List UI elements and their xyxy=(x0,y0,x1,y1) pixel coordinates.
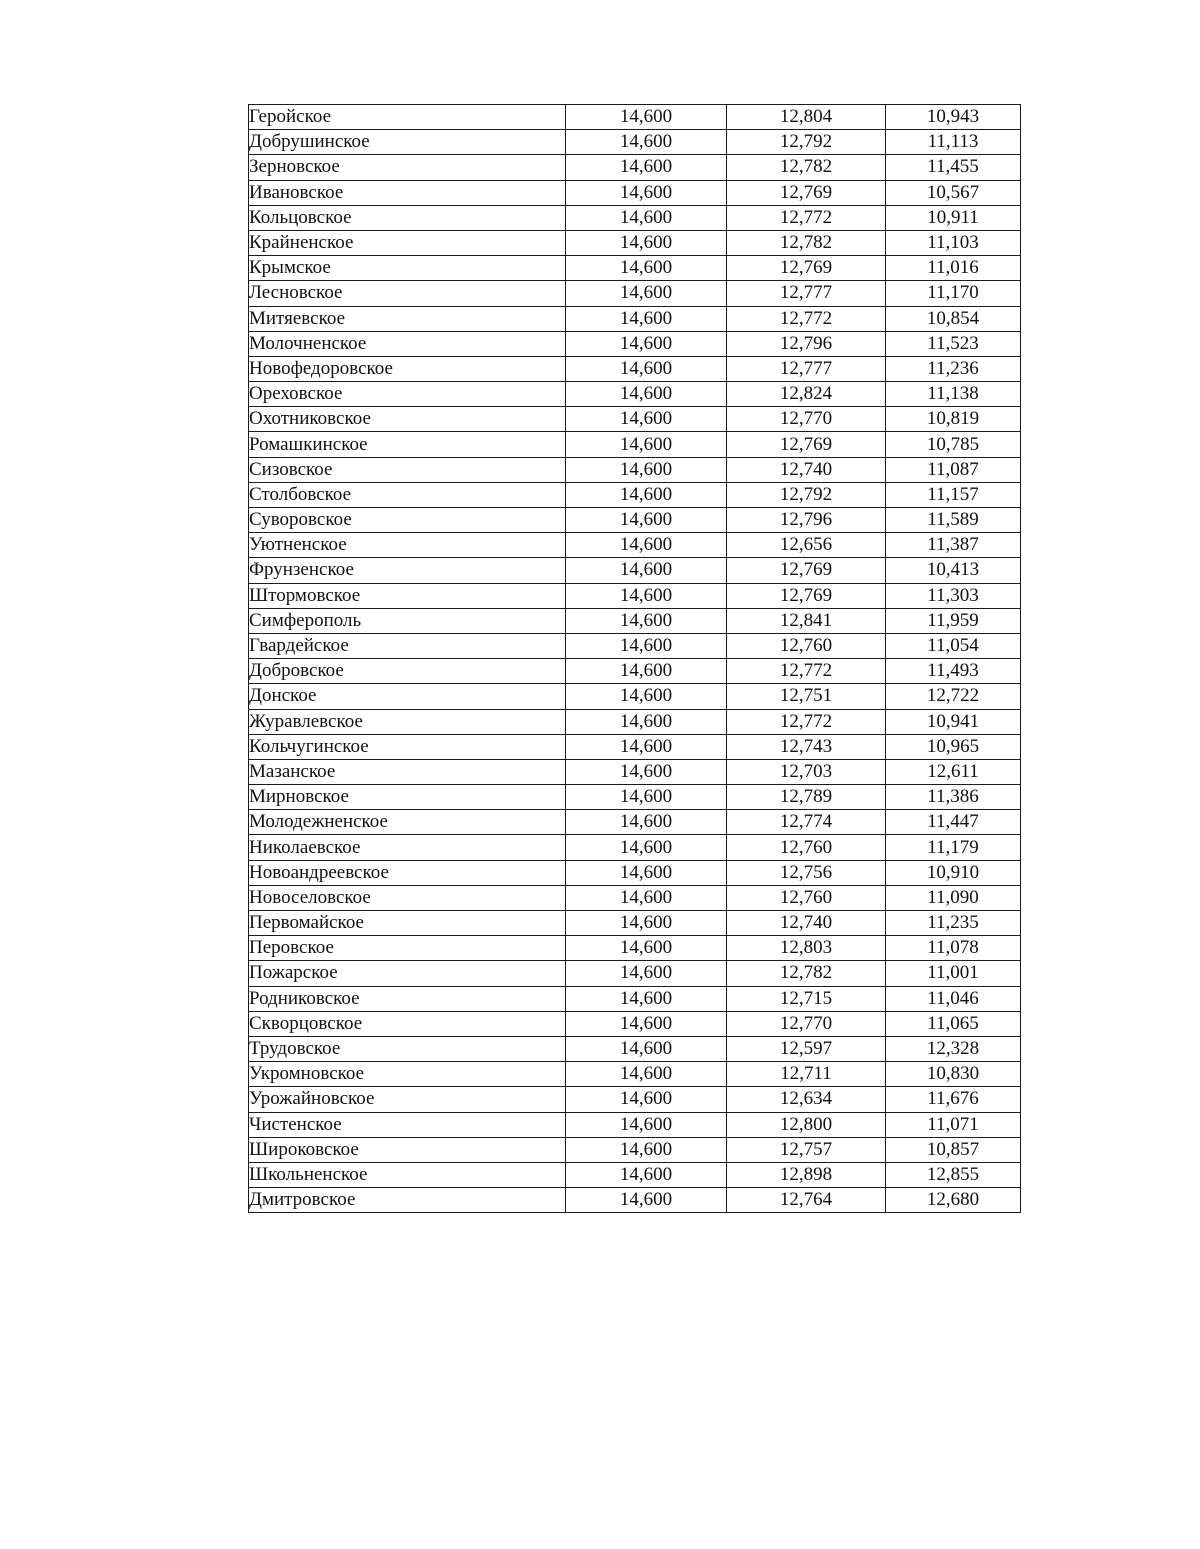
settlement-name-cell: Дмитровское xyxy=(249,1188,566,1213)
table-row xyxy=(249,130,1021,155)
value-cell-1: 14,600 xyxy=(566,860,727,885)
value-cell-3: 11,236 xyxy=(886,356,1021,381)
settlement-name-cell: Школьненское xyxy=(249,1162,566,1187)
table-row xyxy=(249,382,1021,407)
value-cell-1: 14,600 xyxy=(566,961,727,986)
value-cell-2: 12,774 xyxy=(727,810,886,835)
settlement-name-cell: Журавлевское xyxy=(249,709,566,734)
settlement-name-cell: Добровское xyxy=(249,659,566,684)
settlement-name-cell: Урожайновское xyxy=(249,1087,566,1112)
value-cell-2: 12,796 xyxy=(727,508,886,533)
settlement-name-cell: Сизовское xyxy=(249,457,566,482)
value-cell-1: 14,600 xyxy=(566,1062,727,1087)
value-cell-3: 12,611 xyxy=(886,759,1021,784)
value-cell-2: 12,770 xyxy=(727,1011,886,1036)
settlement-name-cell: Фрунзенское xyxy=(249,558,566,583)
value-cell-1: 14,600 xyxy=(566,155,727,180)
value-cell-2: 12,597 xyxy=(727,1036,886,1061)
value-cell-3: 11,523 xyxy=(886,331,1021,356)
value-cell-1: 14,600 xyxy=(566,1036,727,1061)
value-cell-3: 10,567 xyxy=(886,180,1021,205)
settlement-name-cell: Симферополь xyxy=(249,608,566,633)
table-row xyxy=(249,835,1021,860)
value-cell-1: 14,600 xyxy=(566,382,727,407)
value-cell-3: 10,413 xyxy=(886,558,1021,583)
settlement-name-cell: Пожарское xyxy=(249,961,566,986)
value-cell-1: 14,600 xyxy=(566,885,727,910)
table-row xyxy=(249,356,1021,381)
value-cell-2: 12,772 xyxy=(727,709,886,734)
value-cell-2: 12,782 xyxy=(727,961,886,986)
value-cell-3: 10,943 xyxy=(886,105,1021,130)
value-cell-1: 14,600 xyxy=(566,482,727,507)
value-cell-2: 12,769 xyxy=(727,558,886,583)
value-cell-1: 14,600 xyxy=(566,180,727,205)
value-cell-3: 11,387 xyxy=(886,533,1021,558)
value-cell-1: 14,600 xyxy=(566,734,727,759)
table-row xyxy=(249,759,1021,784)
value-cell-1: 14,600 xyxy=(566,684,727,709)
settlement-name-cell: Столбовское xyxy=(249,482,566,507)
table-row xyxy=(249,155,1021,180)
table-row xyxy=(249,457,1021,482)
value-cell-3: 11,001 xyxy=(886,961,1021,986)
table-row xyxy=(249,558,1021,583)
table-row xyxy=(249,608,1021,633)
value-cell-2: 12,743 xyxy=(727,734,886,759)
table-row xyxy=(249,281,1021,306)
value-cell-3: 11,138 xyxy=(886,382,1021,407)
table-row xyxy=(249,256,1021,281)
settlement-name-cell: Уютненское xyxy=(249,533,566,558)
value-cell-1: 14,600 xyxy=(566,759,727,784)
value-cell-3: 11,303 xyxy=(886,583,1021,608)
value-cell-3: 11,170 xyxy=(886,281,1021,306)
table-body xyxy=(249,105,1021,1213)
value-cell-2: 12,715 xyxy=(727,986,886,1011)
value-cell-3: 11,016 xyxy=(886,256,1021,281)
value-cell-1: 14,600 xyxy=(566,608,727,633)
settlement-name-cell: Добрушинское xyxy=(249,130,566,155)
table-row xyxy=(249,684,1021,709)
value-cell-2: 12,796 xyxy=(727,331,886,356)
table-row xyxy=(249,810,1021,835)
value-cell-2: 12,760 xyxy=(727,835,886,860)
table-row xyxy=(249,734,1021,759)
value-cell-1: 14,600 xyxy=(566,407,727,432)
settlement-name-cell: Донское xyxy=(249,684,566,709)
settlement-name-cell: Геройское xyxy=(249,105,566,130)
value-cell-2: 12,792 xyxy=(727,130,886,155)
settlement-name-cell: Штормовское xyxy=(249,583,566,608)
value-cell-3: 11,090 xyxy=(886,885,1021,910)
table-row xyxy=(249,432,1021,457)
settlement-name-cell: Митяевское xyxy=(249,306,566,331)
value-cell-3: 12,328 xyxy=(886,1036,1021,1061)
value-cell-3: 11,157 xyxy=(886,482,1021,507)
settlement-name-cell: Перовское xyxy=(249,936,566,961)
value-cell-3: 11,113 xyxy=(886,130,1021,155)
table-row xyxy=(249,986,1021,1011)
value-cell-1: 14,600 xyxy=(566,281,727,306)
value-cell-2: 12,800 xyxy=(727,1112,886,1137)
value-cell-2: 12,764 xyxy=(727,1188,886,1213)
settlement-name-cell: Крайненское xyxy=(249,230,566,255)
value-cell-3: 10,965 xyxy=(886,734,1021,759)
value-cell-1: 14,600 xyxy=(566,1162,727,1187)
value-cell-3: 10,911 xyxy=(886,205,1021,230)
value-cell-3: 11,103 xyxy=(886,230,1021,255)
table-row xyxy=(249,1062,1021,1087)
table-row xyxy=(249,205,1021,230)
value-cell-1: 14,600 xyxy=(566,558,727,583)
value-cell-3: 10,830 xyxy=(886,1062,1021,1087)
table-row xyxy=(249,482,1021,507)
value-cell-3: 10,910 xyxy=(886,860,1021,885)
value-cell-1: 14,600 xyxy=(566,1188,727,1213)
value-cell-3: 10,854 xyxy=(886,306,1021,331)
value-cell-2: 12,760 xyxy=(727,885,886,910)
value-cell-2: 12,782 xyxy=(727,155,886,180)
value-cell-2: 12,898 xyxy=(727,1162,886,1187)
table-row xyxy=(249,583,1021,608)
settlement-name-cell: Ореховское xyxy=(249,382,566,407)
value-cell-2: 12,711 xyxy=(727,1062,886,1087)
value-cell-1: 14,600 xyxy=(566,1137,727,1162)
value-cell-3: 11,087 xyxy=(886,457,1021,482)
table-row xyxy=(249,1188,1021,1213)
settlement-name-cell: Кольцовское xyxy=(249,205,566,230)
table-row xyxy=(249,306,1021,331)
value-cell-3: 10,785 xyxy=(886,432,1021,457)
table-row xyxy=(249,1087,1021,1112)
value-cell-1: 14,600 xyxy=(566,1087,727,1112)
value-cell-2: 12,740 xyxy=(727,457,886,482)
settlement-name-cell: Зерновское xyxy=(249,155,566,180)
settlement-name-cell: Новофедоровское xyxy=(249,356,566,381)
table-row xyxy=(249,633,1021,658)
table-row xyxy=(249,1112,1021,1137)
value-cell-2: 12,769 xyxy=(727,583,886,608)
value-cell-2: 12,769 xyxy=(727,256,886,281)
table-row xyxy=(249,860,1021,885)
value-cell-2: 12,772 xyxy=(727,659,886,684)
value-cell-3: 12,680 xyxy=(886,1188,1021,1213)
value-cell-1: 14,600 xyxy=(566,659,727,684)
settlement-name-cell: Новоселовское xyxy=(249,885,566,910)
table-row xyxy=(249,533,1021,558)
settlement-name-cell: Молочненское xyxy=(249,331,566,356)
value-cell-2: 12,751 xyxy=(727,684,886,709)
value-cell-1: 14,600 xyxy=(566,785,727,810)
value-cell-1: 14,600 xyxy=(566,633,727,658)
settlement-name-cell: Новоандреевское xyxy=(249,860,566,885)
value-cell-2: 12,777 xyxy=(727,356,886,381)
value-cell-2: 12,770 xyxy=(727,407,886,432)
settlement-name-cell: Широковское xyxy=(249,1137,566,1162)
value-cell-3: 10,819 xyxy=(886,407,1021,432)
table-row xyxy=(249,1036,1021,1061)
value-cell-2: 12,824 xyxy=(727,382,886,407)
table-row xyxy=(249,508,1021,533)
value-cell-3: 11,065 xyxy=(886,1011,1021,1036)
settlement-name-cell: Суворовское xyxy=(249,508,566,533)
value-cell-2: 12,703 xyxy=(727,759,886,784)
value-cell-2: 12,841 xyxy=(727,608,886,633)
table-row xyxy=(249,1011,1021,1036)
table-row xyxy=(249,659,1021,684)
settlement-name-cell: Скворцовское xyxy=(249,1011,566,1036)
value-cell-2: 12,769 xyxy=(727,180,886,205)
value-cell-2: 12,740 xyxy=(727,911,886,936)
value-cell-1: 14,600 xyxy=(566,835,727,860)
value-cell-1: 14,600 xyxy=(566,911,727,936)
table-row xyxy=(249,331,1021,356)
value-cell-1: 14,600 xyxy=(566,986,727,1011)
value-cell-1: 14,600 xyxy=(566,583,727,608)
value-cell-1: 14,600 xyxy=(566,432,727,457)
settlement-name-cell: Кольчугинское xyxy=(249,734,566,759)
value-cell-2: 12,772 xyxy=(727,205,886,230)
value-cell-2: 12,789 xyxy=(727,785,886,810)
value-cell-1: 14,600 xyxy=(566,1011,727,1036)
value-cell-2: 12,656 xyxy=(727,533,886,558)
value-cell-2: 12,777 xyxy=(727,281,886,306)
settlement-name-cell: Чистенское xyxy=(249,1112,566,1137)
value-cell-3: 11,235 xyxy=(886,911,1021,936)
settlement-name-cell: Мирновское xyxy=(249,785,566,810)
value-cell-3: 11,447 xyxy=(886,810,1021,835)
value-cell-2: 12,634 xyxy=(727,1087,886,1112)
table-row xyxy=(249,407,1021,432)
settlement-name-cell: Крымское xyxy=(249,256,566,281)
settlement-name-cell: Гвардейское xyxy=(249,633,566,658)
table-row xyxy=(249,180,1021,205)
value-cell-3: 11,455 xyxy=(886,155,1021,180)
value-cell-1: 14,600 xyxy=(566,205,727,230)
value-cell-1: 14,600 xyxy=(566,457,727,482)
value-cell-1: 14,600 xyxy=(566,306,727,331)
table-row xyxy=(249,961,1021,986)
value-cell-3: 11,959 xyxy=(886,608,1021,633)
settlement-name-cell: Мазанское xyxy=(249,759,566,784)
settlement-name-cell: Молодежненское xyxy=(249,810,566,835)
table-row xyxy=(249,911,1021,936)
value-cell-3: 11,676 xyxy=(886,1087,1021,1112)
value-cell-3: 11,179 xyxy=(886,835,1021,860)
settlement-name-cell: Николаевское xyxy=(249,835,566,860)
value-cell-3: 11,386 xyxy=(886,785,1021,810)
settlement-name-cell: Трудовское xyxy=(249,1036,566,1061)
value-cell-1: 14,600 xyxy=(566,533,727,558)
value-cell-1: 14,600 xyxy=(566,105,727,130)
value-cell-3: 11,071 xyxy=(886,1112,1021,1137)
settlement-name-cell: Ромашкинское xyxy=(249,432,566,457)
value-cell-2: 12,760 xyxy=(727,633,886,658)
value-cell-2: 12,803 xyxy=(727,936,886,961)
value-cell-3: 11,493 xyxy=(886,659,1021,684)
value-cell-1: 14,600 xyxy=(566,331,727,356)
data-table xyxy=(248,104,1021,1213)
value-cell-1: 14,600 xyxy=(566,508,727,533)
value-cell-2: 12,757 xyxy=(727,1137,886,1162)
value-cell-3: 11,078 xyxy=(886,936,1021,961)
table-row xyxy=(249,785,1021,810)
value-cell-2: 12,782 xyxy=(727,230,886,255)
table-row xyxy=(249,1137,1021,1162)
value-cell-2: 12,804 xyxy=(727,105,886,130)
value-cell-2: 12,756 xyxy=(727,860,886,885)
table-row xyxy=(249,885,1021,910)
value-cell-2: 12,792 xyxy=(727,482,886,507)
value-cell-1: 14,600 xyxy=(566,256,727,281)
settlement-name-cell: Лесновское xyxy=(249,281,566,306)
table-row xyxy=(249,709,1021,734)
value-cell-1: 14,600 xyxy=(566,130,727,155)
value-cell-1: 14,600 xyxy=(566,356,727,381)
value-cell-3: 12,855 xyxy=(886,1162,1021,1187)
value-cell-3: 10,857 xyxy=(886,1137,1021,1162)
settlement-name-cell: Родниковское xyxy=(249,986,566,1011)
value-cell-2: 12,769 xyxy=(727,432,886,457)
settlement-name-cell: Охотниковское xyxy=(249,407,566,432)
value-cell-1: 14,600 xyxy=(566,810,727,835)
table-row xyxy=(249,1162,1021,1187)
value-cell-1: 14,600 xyxy=(566,230,727,255)
value-cell-1: 14,600 xyxy=(566,709,727,734)
value-cell-3: 11,054 xyxy=(886,633,1021,658)
value-cell-2: 12,772 xyxy=(727,306,886,331)
table-row xyxy=(249,936,1021,961)
settlement-name-cell: Первомайское xyxy=(249,911,566,936)
value-cell-1: 14,600 xyxy=(566,1112,727,1137)
settlement-name-cell: Укромновское xyxy=(249,1062,566,1087)
value-cell-3: 11,046 xyxy=(886,986,1021,1011)
table-row xyxy=(249,230,1021,255)
settlement-name-cell: Ивановское xyxy=(249,180,566,205)
value-cell-3: 11,589 xyxy=(886,508,1021,533)
table-row xyxy=(249,105,1021,130)
value-cell-1: 14,600 xyxy=(566,936,727,961)
value-cell-3: 10,941 xyxy=(886,709,1021,734)
value-cell-3: 12,722 xyxy=(886,684,1021,709)
